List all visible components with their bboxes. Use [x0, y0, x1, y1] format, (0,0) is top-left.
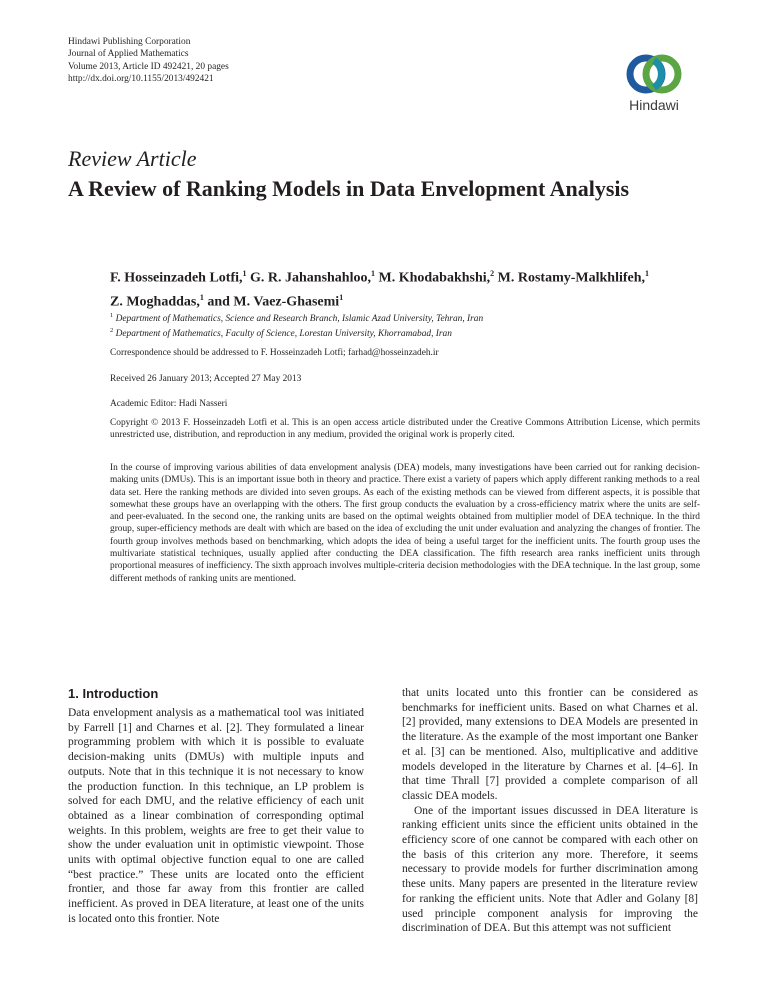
affiliation-number: 2 [110, 327, 114, 335]
affiliation-text: Department of Mathematics, Science and Research Branch, Islamic Azad University, Tehran, Iran [115, 314, 484, 325]
author-line-2 [110, 288, 710, 312]
affiliations [110, 310, 483, 341]
author-name: F. Hosseinzadeh Lotfi, [110, 270, 243, 286]
author-name: M. Rostamy-Malkhlifeh, [497, 270, 646, 286]
author-list [110, 264, 710, 311]
author-name: M. Khodabakhshi, [378, 270, 491, 286]
affiliation-ref: 1 [199, 292, 204, 302]
volume-info: Volume 2013, Article ID 492421, 20 pages [68, 61, 229, 72]
affiliation-2 [110, 325, 483, 340]
body-paragraph: Data envelopment analysis as a mathematical tool was initiated by Farrell [1] and Charnes et al. [2]. They formulated a linear programming problem with which it is possible to evaluate decision-making units (DMUs) with multiple inputs and outputs. Note that in this technique it is not necessary to know the production function. In this technique, an LP problem is solved for each DMU, and the relative efficiency of each unit obtained as a linear combination of corresponding optimal weights. In this problem, weights are free to get their value to show the under evaluation unit in optimistic viewpoint. Those units with optimal objective function equal to one are called “best practice.” These units are located onto the efficient frontier, and those far away from this frontier are called inefficient. As proved in DEA literature, at least one of the units is located onto this frontier. Note [68, 707, 364, 925]
body-paragraph: One of the important issues discussed in DEA literature is ranking efficient units since the efficient units obtained in the efficiency score of one cannot be compared with each other on the basis of this criterion any more. Therefore, it seems necessary to provide models for further discrimination among these units. Many papers are presented in the literature review for ranking the efficient units. Note that Adler and Golany [8] used principle component analysis for improving the discrimination of DEA. But this attempt was not sufficient [402, 804, 698, 935]
abstract: In the course of improving various abilities of data envelopment analysis (DEA) models, many investigations have been carried out for ranking decision-making units (DMUs). This is an important issue both in theory and practice. There exist a variety of papers which apply different ranking methods to a real data set. Here the ranking methods are divided into seven groups. As each of the existing methods can be viewed from different aspects, it is possible that somewhat these groups have an overlapping with the others. The first group conducts the evaluation by a cross-efficiency matrix where the units are self- and peer-evaluated. In the second one, the ranking units are based on the optimal weights obtained from multiplier model of DEA technique. In the third group, super-efficiency methods are dealt with which are based on the idea of excluding the unit under evaluation and analyzing the changes of frontier. The fourth group involves methods based on benchmarking, which adopts the idea of being a useful target for the inefficient units. The fourth group uses the multivariate statistical techniques, usually applied after conducting the DEA classification. The fifth research area ranks inefficient units through proportional measures of inefficiency. The sixth approach involves multiple-criteria decision methodologies with the DEA technique. In the last group, some different methods of ranking units are mentioned. [110, 463, 700, 584]
author-name: G. R. Jahanshahloo, [250, 270, 371, 286]
affiliation-ref: 1 [339, 292, 344, 302]
paper-title: A Review of Ranking Models in Data Envelopment Analysis [68, 176, 630, 201]
hindawi-logo-icon [608, 52, 700, 98]
copyright-notice: Copyright © 2013 F. Hosseinzadeh Lotfi et al. This is an open access article distributed under the Creative Commons Attribution License, which permits unrestricted use, distribution, and reproduction in any medium, provided the original work is properly cited. [110, 418, 700, 441]
correspondence: Correspondence should be addressed to F. Hosseinzadeh Lotfi; farhad@hosseinzadeh.ir [110, 348, 439, 358]
affiliation-text: Department of Mathematics, Faculty of Science, Lorestan University, Khorramabad, Iran [115, 329, 452, 340]
doi-link[interactable]: http://dx.doi.org/10.1155/2013/492421 [68, 73, 214, 84]
affiliation-ref: 2 [490, 269, 495, 278]
affiliation-number: 1 [110, 312, 114, 319]
publisher-name: Hindawi Publishing Corporation [68, 37, 191, 47]
affiliation-ref: 1 [242, 269, 247, 278]
affiliation-ref: 1 [645, 269, 650, 278]
author-line-1 [110, 264, 710, 288]
affiliation-1 [110, 310, 483, 325]
journal-name: Journal of Applied Mathematics [68, 49, 189, 60]
right-column [402, 686, 698, 936]
academic-editor: Academic Editor: Hadi Nasseri [110, 399, 228, 409]
author-name: Z. Moghaddas, [110, 294, 200, 310]
body-paragraph: that units located unto this frontier can be considered as benchmarks for inefficient units. Based on what Charnes et al. [2] provided, many extensions to DEA Models are presented in the literature. As the example of the most important one Banker et al. [3] can be mentioned. Also, multiplicative and additive models developed in the literature by Charnes et al. [4–6]. In that time Thrall [7] provided a complete comparison of all classic DEA models. [402, 687, 698, 802]
hindawi-logo-text: Hindawi [629, 97, 679, 113]
article-type: Review Article [68, 146, 197, 171]
journal-info [68, 36, 229, 85]
section-heading: 1. Introduction [68, 686, 159, 701]
affiliation-ref: 1 [370, 269, 375, 278]
hindawi-logo [608, 52, 700, 112]
left-column [68, 706, 364, 927]
author-name: and M. Vaez-Ghasemi [207, 294, 340, 310]
received-date: Received 26 January 2013; Accepted 27 May 2013 [110, 374, 302, 384]
